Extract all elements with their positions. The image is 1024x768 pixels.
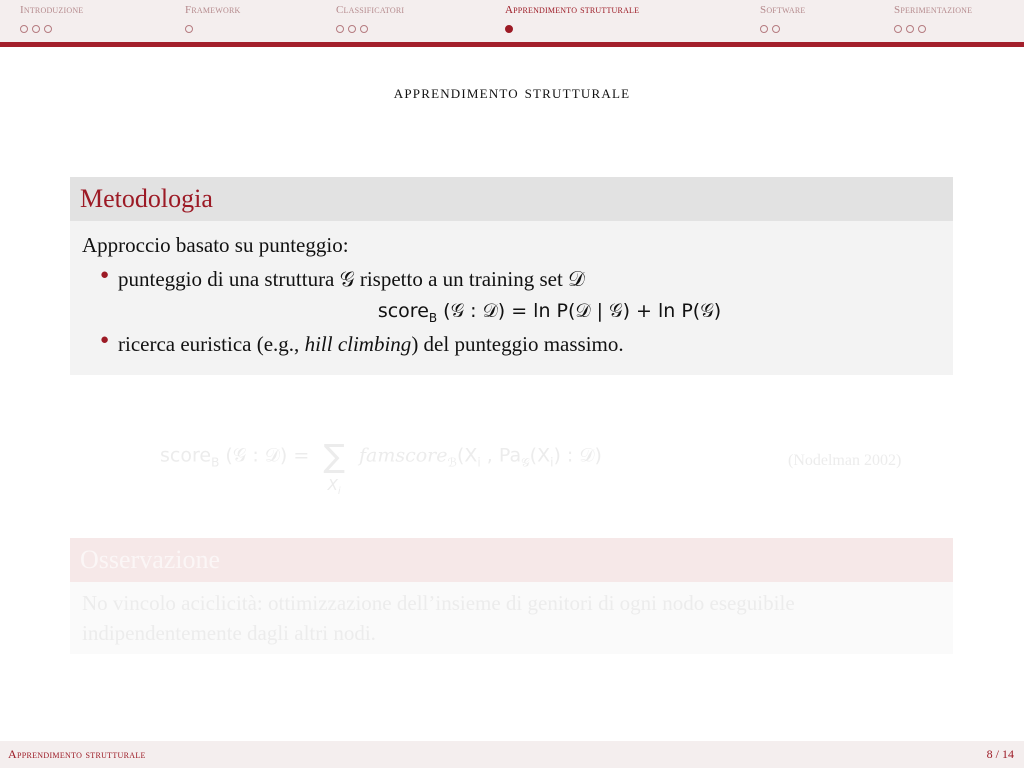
formula-subscript: B [428, 310, 438, 325]
nav-dot-icon[interactable] [760, 25, 768, 33]
intro-text: Approccio basato su punteggio: [82, 233, 349, 257]
methodology-block [70, 177, 953, 375]
nav-section-software[interactable] [760, 4, 806, 33]
nav-divider [0, 42, 1024, 47]
sum-icon: ∑ [323, 437, 345, 475]
footer-section-title: Apprendimento strutturale [8, 747, 146, 761]
list-item-text-pre: ricerca euristica (e.g., [118, 332, 305, 357]
formula-index-i: i [477, 455, 481, 470]
nav-dots [336, 25, 404, 33]
score-formula [118, 296, 941, 328]
list-item [100, 328, 941, 362]
nav-section-classificatori[interactable] [336, 4, 404, 33]
page-number: 8 / 14 [986, 747, 1014, 761]
bullet-list [82, 263, 941, 362]
formula-rhs-part1: (X [456, 444, 478, 467]
formula-index-i2: i [550, 455, 554, 470]
nav-dots [760, 25, 806, 33]
nav-section-apprendimento-strutturale[interactable] [505, 4, 639, 33]
footer-bar [0, 741, 1024, 768]
slide-title: apprendimento strutturale [393, 82, 631, 102]
sum-index: $X_i$ [327, 476, 341, 497]
observation-block [70, 538, 953, 654]
nav-dot-icon[interactable] [772, 25, 780, 33]
nav-section-label[interactable]: Software [760, 4, 806, 16]
formula-lhs-sub: B [211, 455, 220, 470]
block-heading: Osservazione [70, 538, 953, 582]
formula-rhs-part4: ) : 𝒟) [553, 444, 602, 467]
formula-lhs-rest: (𝒢 : 𝒟) = [225, 444, 310, 467]
formula-lhs: score [160, 444, 212, 467]
bullet-icon: ● [100, 266, 110, 283]
nav-dots [505, 25, 639, 33]
list-item-text-post: ) del punteggio massimo. [411, 332, 624, 357]
list-item-text: punteggio di una struttura 𝒢 rispetto a un training set 𝒟 [118, 266, 585, 291]
list-item [100, 263, 941, 297]
nav-section-label[interactable]: Classificatori [336, 4, 405, 16]
nav-section-introduzione[interactable] [20, 4, 83, 33]
nav-dot-icon[interactable] [185, 25, 193, 33]
nav-section-label[interactable]: Apprendimento strutturale [505, 4, 640, 16]
nav-dot-icon[interactable] [906, 25, 914, 33]
block-heading: Metodologia [70, 177, 953, 221]
nav-section-label[interactable]: Framework [185, 4, 241, 16]
section-navigation-bar [0, 0, 1024, 42]
bullet-icon: ● [100, 332, 110, 349]
nav-dot-icon[interactable] [44, 25, 52, 33]
nav-dots [20, 25, 83, 33]
block-body [70, 221, 953, 375]
nav-section-label[interactable]: Introduzione [20, 4, 84, 16]
formula-graph-sub: 𝒢 [521, 455, 530, 470]
nav-section-label[interactable]: Sperimentazione [894, 4, 973, 16]
nav-section-sperimentazione[interactable] [894, 4, 972, 33]
nav-dot-icon[interactable] [20, 25, 28, 33]
nav-dot-icon[interactable] [32, 25, 40, 33]
formula-famscore: famscore [358, 444, 448, 467]
list-item-emphasis: hill climbing [304, 332, 412, 357]
nav-dot-icon[interactable] [505, 25, 513, 33]
formula-rhs-part2: , Pa [480, 444, 522, 467]
nav-dot-icon[interactable] [348, 25, 356, 33]
formula-rhs-part3: (X [529, 444, 551, 467]
nav-dot-icon[interactable] [360, 25, 368, 33]
formula-score: score [377, 300, 429, 323]
decomposed-score-formula [160, 437, 760, 497]
block-body: No vincolo aciclicità: ottimizzazione dell’insieme di genitori di ogni nodo eseguibile indipendentemente dagli altri nodi. [70, 582, 953, 654]
formula-rest: (𝒢 : 𝒟) = ln P(𝒟 | 𝒢) + ln P(𝒢) [443, 300, 722, 323]
formula-famscore-sub: ℬ [447, 455, 457, 470]
nav-dot-icon[interactable] [894, 25, 902, 33]
nav-dot-icon[interactable] [336, 25, 344, 33]
citation: (Nodelman 2002) [788, 452, 902, 469]
summation [323, 437, 345, 497]
nav-dots [894, 25, 972, 33]
nav-section-framework[interactable] [185, 4, 240, 33]
nav-dots [185, 25, 240, 33]
nav-dot-icon[interactable] [918, 25, 926, 33]
